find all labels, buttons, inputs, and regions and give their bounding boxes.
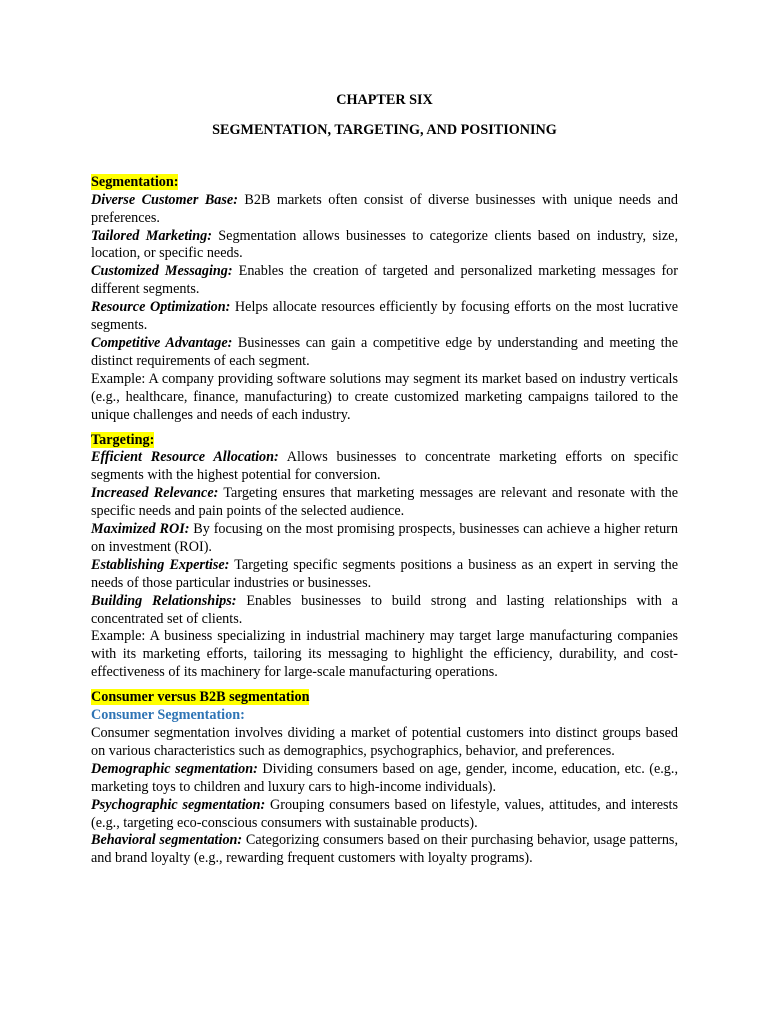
item-term: Competitive Advantage: [91,334,233,351]
item-term: Efficient Resource Allocation: [91,449,279,466]
segmentation-item [91,228,678,264]
segmentation-section [91,174,678,425]
targeting-item [91,449,678,485]
item-text: Enables the creation of targeted and personalized marketing messages for different segments. [91,263,678,298]
item-text: Targeting specific segments positions a business as an expert in serving the needs of those particular industries or businesses. [91,556,678,591]
item-text: B2B markets often consist of diverse businesses with unique needs and preferences. [91,191,678,226]
item-text: Targeting ensures that marketing messages are relevant and resonate with the specific needs and pain points of the selected audience. [91,485,678,520]
targeting-item [91,557,678,593]
consumer-segmentation-item [91,761,678,797]
item-term: Resource Optimization: [91,299,231,316]
item-term: Increased Relevance: [91,485,219,502]
consumer-segmentation-subheading: Consumer Segmentation: [91,707,245,724]
segmentation-heading: Segmentation: [91,173,179,190]
page-content [91,92,678,875]
item-term: Maximized ROI: [91,521,190,538]
item-term: Demographic segmentation: [91,760,258,777]
targeting-example: Example: A business specializing in industrial machinery may target large manufacturing companies with its marketing efforts, tailoring its messaging to highlight the efficiency, durability, and cost-effectiveness of its machinery for large-scale manufacturing operations. [91,628,678,681]
targeting-heading: Targeting: [91,431,155,448]
item-text: Segmentation allows businesses to categorize clients based on industry, size, location, or specific needs. [91,227,678,262]
segmentation-item [91,192,678,228]
item-term: Customized Messaging: [91,263,233,280]
targeting-item [91,485,678,521]
item-term: Establishing Expertise: [91,556,230,573]
item-term: Behavioral segmentation: [91,832,243,849]
targeting-item [91,593,678,629]
segmentation-item [91,335,678,371]
consumer-b2b-heading: Consumer versus B2B segmentation [91,689,310,706]
item-text: Dividing consumers based on age, gender, income, education, etc. (e.g., marketing toys to children and luxury cars to high-income individuals). [91,760,678,795]
consumer-segmentation-item [91,832,678,868]
item-text: Grouping consumers based on lifestyle, values, attitudes, and interests (e.g., targeting eco-conscious consumers with sustainable products). [91,796,678,831]
item-text: Allows businesses to concentrate marketing efforts on specific segments with the highest potential for conversion. [91,449,678,484]
item-text: Helps allocate resources efficiently by focusing efforts on the most lucrative segments. [91,299,678,334]
item-text: Businesses can gain a competitive edge by understanding and meeting the distinct requirements of each segment. [91,334,679,369]
chapter-title: SEGMENTATION, TARGETING, AND POSITIONING [212,121,557,138]
segmentation-item [91,299,678,335]
item-term: Tailored Marketing: [91,227,212,244]
consumer-b2b-section [91,689,678,868]
consumer-segmentation-intro: Consumer segmentation involves dividing a market of potential customers into distinct groups based on various characteristics such as demographics, psychographics, behavior, and preferences. [91,725,678,759]
chapter-label: CHAPTER SIX [336,92,433,108]
segmentation-example: Example: A company providing software solutions may segment its market based on industry verticals (e.g., healthcare, finance, manufacturing) to create customized marketing campaigns tailored to the unique challenges and needs of each industry. [91,370,678,423]
consumer-segmentation-item [91,797,678,833]
item-term: Diverse Customer Base: [91,191,238,208]
item-text: Enables businesses to build strong and lasting relationships with a concentrated set of clients. [91,592,678,627]
item-term: Psychographic segmentation: [91,796,266,813]
item-term: Building Relationships: [91,592,237,609]
targeting-section [91,432,678,683]
item-text: By focusing on the most promising prospects, businesses can achieve a higher return on investment (ROI). [91,521,678,555]
item-text: Categorizing consumers based on their purchasing behavior, usage patterns, and brand loyalty (e.g., rewarding frequent customers with loyalty programs). [91,832,678,867]
segmentation-item [91,263,678,299]
targeting-item [91,521,678,557]
